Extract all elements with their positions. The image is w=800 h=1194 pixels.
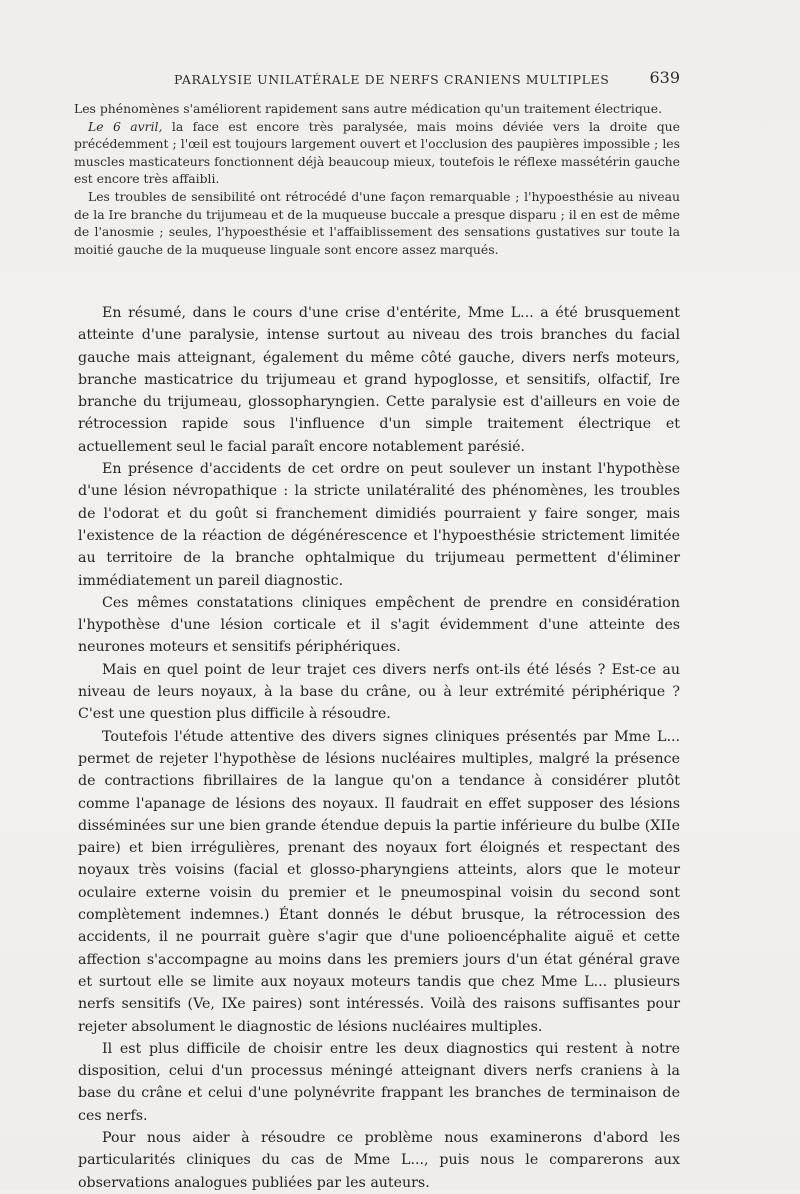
date-lead: Le 6 avril, xyxy=(88,118,163,134)
body-paragraph: Mais en quel point de leur trajet ces divers nerfs ont-ils été lésés ? Est-ce au niveau de leurs noyaux, à la base du crâne, ou à leur extrémité périphérique ? C'est une question plus difficile à résoudre. xyxy=(78,661,680,723)
body-paragraph: Pour nous aider à résoudre ce problème nous examinerons d'abord les particularités cliniques du cas de Mme L..., puis nous le comparerons aux observations analogues publiées par les auteurs. xyxy=(78,1129,680,1191)
notes-text: la face est encore très paralysée, mais moins déviée vers la droite que précédemment ; l'œil est toujours largement ouvert et l'occlusion des paupières impossible ; les muscles masticateurs fonctionnent déjà beaucoup mieux, toutefois le réflexe massétérin gauche est encore très affaibli. xyxy=(74,118,680,187)
notes-text: Les troubles de sensibilité ont rétrocédé d'une façon remarquable ; l'hypoesthésie au niveau de la Ire branche du trijumeau et de la muqueuse buccale a presque disparu ; il en est de même de l'anosmie ; seules, l'hypoesthésie et l'affaiblissement des sensations gustatives sur toute la moitié gauche de la muqueuse linguale sont encore assez marqués. xyxy=(74,188,680,257)
body-paragraph: En présence d'accidents de cet ordre on peut soulever un instant l'hypothèse d'une lésion névropathique : la stricte unilatéralité des phénomènes, les troubles de l'odorat et du goût si franchement dimidiés pourraient y faire songer, mais l'existence de la réaction de dégénérescence et l'hypoesthésie strictement limitée au territoire de la branche ophtalmique du trijumeau permettent d'éliminer immédiatement un pareil diagnostic. xyxy=(78,461,680,589)
body-paragraph: En résumé, dans le cours d'une crise d'entérite, Mme L... a été brusquement atteinte d'une paralysie, intense surtout au niveau des trois branches du facial gauche mais atteignant, également du même côté gauche, divers nerfs moteurs, branche masticatrice du trijumeau et grand hypoglosse, et sensitifs, olfactif, Ire branche du trijumeau, glossopharyngien. Cette paralysie est d'ailleurs en voie de rétrocession rapide sous l'influence d'un simple traitement électrique et actuellement seul le facial paraît encore notablement parésié. xyxy=(78,305,680,455)
body-paragraph: Il est plus difficile de choisir entre les deux diagnostics qui restent à notre disposition, celui d'un processus méningé atteignant divers nerfs craniens à la base du crâne et celui d'une polynévrite frappant les branches de terminaison de ces nerfs. xyxy=(78,1040,680,1124)
notes-paragraph xyxy=(74,188,680,258)
case-notes xyxy=(74,100,680,258)
body-paragraph: Toutefois l'étude attentive des divers signes cliniques présentés par Mme L... permet de rejeter l'hypothèse de lésions nucléaires multiples, malgré la présence de contractions fibrillaires de la langue qu'on a tendance à considérer plutôt comme l'apanage de lésions des noyaux. Il faudrait en effet supposer des lésions disséminées sur une bien grande étendue depuis la partie inférieure du bulbe (XIIe paire) et bien irrégulières, prenant des noyaux fort éloignés et respectant des noyaux très voisins (facial et glosso-pharyngiens atteints, alors que le moteur oculaire externe voisin du premier et le pneumospinal voisin du second sont complètement indemnes.) Étant donnés le début brusque, la rétrocession des accidents, il ne pourrait guère s'agir que d'une polioencéphalite aiguë et cette affection s'accompagne au moins dans les premiers jours d'un état général grave et surtout elle se limite aux noyaux moteurs tandis que chez Mme L... plusieurs nerfs sensitifs (Ve, IXe paires) sont intéressés. Voilà des raisons suffisantes pour rejeter absolument le diagnostic de lésions nucléaires multiples. xyxy=(78,728,680,1035)
notes-paragraph xyxy=(74,100,680,118)
running-title: PARALYSIE UNILATÉRALE DE NERFS CRANIENS MULTIPLES xyxy=(174,72,610,87)
page-header xyxy=(74,68,680,90)
notes-paragraph xyxy=(74,118,680,188)
page-number: 639 xyxy=(649,68,680,87)
body-paragraph: Ces mêmes constatations cliniques empêchent de prendre en considération l'hypothèse d'une lésion corticale et il s'agit évidemment d'une atteinte des neurones moteurs et sensitifs périphériques. xyxy=(78,594,680,656)
notes-text: Les phénomènes s'améliorent rapidement sans autre médication qu'un traitement électrique. xyxy=(74,101,663,116)
main-body xyxy=(78,302,680,1194)
